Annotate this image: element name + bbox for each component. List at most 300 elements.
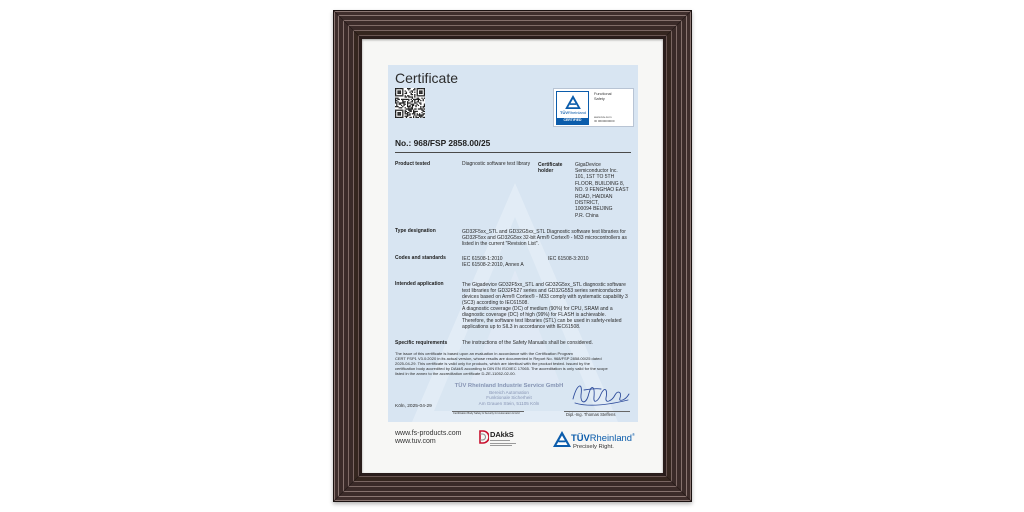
qr-module (413, 89, 414, 90)
issue-note-line: 2025-04-29. This certificate is valid only for products, which are identical with the product tested. Issued by the (395, 360, 590, 366)
qr-module (419, 116, 420, 117)
qr-module (402, 93, 403, 94)
qr-module (406, 93, 407, 94)
application-line: test libraries for GD32F527 series and GD32G553 series semiconductor (462, 287, 622, 294)
qr-module (411, 99, 412, 100)
qr-module (395, 94, 396, 95)
qr-module (424, 89, 425, 90)
qr-module (409, 108, 410, 109)
qr-module (419, 99, 420, 100)
qr-module (418, 98, 419, 99)
qr-module (417, 90, 418, 91)
qr-module (420, 102, 421, 103)
qr-module (395, 112, 396, 113)
qr-module (409, 111, 410, 112)
qr-module (423, 100, 424, 101)
qr-module (411, 101, 412, 102)
qr-module (395, 88, 396, 89)
qr-module (418, 99, 419, 100)
qr-module (412, 113, 413, 114)
qr-module (424, 113, 425, 114)
tuv-triangle-icon (553, 431, 571, 447)
qr-module (405, 104, 406, 105)
qr-module (418, 114, 419, 115)
qr-module (401, 105, 402, 106)
qr-module (406, 116, 407, 117)
qr-module (397, 110, 398, 111)
qr-module (411, 117, 412, 118)
qr-module (423, 114, 424, 115)
qr-module (395, 99, 396, 100)
qr-module (423, 111, 424, 112)
qr-module (405, 99, 406, 100)
qr-module (402, 89, 403, 90)
specific-requirements-value: The instructions of the Safety Manuals shall be considered. (462, 340, 593, 346)
qr-module (418, 95, 419, 96)
qr-module (408, 88, 409, 89)
footer-urls (395, 430, 462, 446)
qr-module (423, 106, 424, 107)
qr-module (420, 92, 421, 93)
qr-module (412, 101, 413, 102)
qr-module (417, 113, 418, 114)
qr-module (421, 98, 422, 99)
qr-module (395, 116, 396, 117)
qr-module (423, 110, 424, 111)
qr-module (399, 88, 400, 89)
qr-module (418, 105, 419, 106)
qr-module (419, 113, 420, 114)
tuv-wordmark (571, 433, 635, 442)
qr-module (403, 105, 404, 106)
intended-application-label: Intended application (395, 281, 444, 287)
mark-scope-line: Functional (594, 92, 612, 96)
qr-module (414, 113, 415, 114)
qr-module (408, 100, 409, 101)
qr-module (415, 108, 416, 109)
qr-module (415, 117, 416, 118)
standard-item: IEC 61508-1:2010 (462, 255, 503, 262)
qr-module (420, 117, 421, 118)
qr-module (424, 104, 425, 105)
qr-module (403, 102, 404, 103)
stamp-line: Am Grauen Stein, 51105 Köln (478, 400, 540, 406)
issue-note-line: certification body accredited by DAkkS according to DIN EN ISO/IEC 17065. The accreditation is only valid for the scope (395, 365, 608, 371)
issue-note (395, 351, 608, 376)
qr-module (420, 107, 421, 108)
qr-module (414, 114, 415, 115)
qr-module (421, 110, 422, 111)
qr-module (399, 104, 400, 105)
qr-module (397, 95, 398, 96)
qr-module (412, 107, 413, 108)
mark-certified-band (557, 118, 588, 124)
qr-module (415, 106, 416, 107)
qr-module (400, 102, 401, 103)
qr-module (423, 95, 424, 96)
qr-module (399, 90, 400, 91)
qr-module (412, 104, 413, 105)
codes-standards-left (462, 256, 524, 268)
qr-module (400, 95, 401, 96)
mark-contact (594, 116, 615, 124)
qr-module (401, 88, 402, 89)
holder-line: DISTRICT, (575, 199, 599, 206)
qr-module (412, 100, 413, 101)
stamp-line: Funktionale Sicherheit (486, 395, 532, 401)
qr-module (402, 106, 403, 107)
certification-mark (553, 88, 634, 127)
qr-module (412, 90, 413, 91)
holder-line: NO. 9 FENGHAO EAST (575, 187, 629, 194)
qr-module (420, 93, 421, 94)
stamp-line: Bereich Automation (489, 389, 529, 395)
application-line: The Gigadevice GD32F5xx_STL and GD32G5xx_STL diagnostic software (462, 281, 626, 288)
qr-module (421, 90, 422, 91)
qr-module (409, 96, 410, 97)
qr-module (411, 104, 412, 105)
qr-module (421, 93, 422, 94)
qr-module (412, 98, 413, 99)
qr-module (403, 99, 404, 100)
qr-module (402, 111, 403, 112)
codes-standards-label: Codes and standards (395, 255, 446, 261)
tuv-triangle-icon (565, 95, 581, 109)
qr-module (417, 99, 418, 100)
qr-module (418, 117, 419, 118)
type-designation-label: Type designation (395, 228, 436, 234)
qr-module (407, 112, 408, 113)
qr-module (409, 102, 410, 103)
qr-module (407, 106, 408, 107)
qr-module (402, 88, 403, 89)
qr-module (397, 101, 398, 102)
holder-line: Semiconductor Inc. (575, 167, 618, 174)
stamp-line: TÜV Rheinland Industrie Service GmbH (454, 383, 564, 389)
standard-item: IEC 61508-2:2010, Annex A (462, 261, 524, 268)
handwritten-signature (568, 378, 632, 412)
qr-module (420, 114, 421, 115)
qr-module (396, 88, 397, 89)
qr-module (417, 111, 418, 112)
qr-module (424, 94, 425, 95)
qr-module (405, 96, 406, 97)
qr-module (414, 101, 415, 102)
qr-module (412, 94, 413, 95)
qr-module (396, 117, 397, 118)
qr-module (400, 117, 401, 118)
qr-module (407, 99, 408, 100)
application-line: A diagnostic coverage (DC) of medium (90%) for CPU, SRAM and a (462, 305, 613, 312)
qr-module (408, 102, 409, 103)
qr-module (397, 93, 398, 94)
dakks-wordmark: DAkkS (490, 430, 514, 439)
qr-module (423, 117, 424, 118)
certificate-number: No.: 968/FSP 2858.00/25 (395, 138, 491, 148)
qr-module (396, 106, 397, 107)
qr-module (407, 114, 408, 115)
qr-module (415, 102, 416, 103)
qr-module (409, 92, 410, 93)
qr-module (407, 88, 408, 89)
qr-module (402, 110, 403, 111)
certificate-holder-address (575, 162, 629, 220)
type-designation-line: GD32F5xx and GD32G5xx 32-bit Arm® Cortex® - M33 microcontrollers as (462, 234, 627, 241)
qr-module (399, 93, 400, 94)
qr-module (407, 101, 408, 102)
issuer-caption: Certification Body Safety & Security for Automation & Grid (453, 411, 520, 415)
qr-module (395, 106, 396, 107)
qr-module (424, 117, 425, 118)
qr-module (405, 107, 406, 108)
tuv-wordmark-rest: Rheinland (589, 432, 632, 443)
qr-module (417, 104, 418, 105)
qr-module (413, 116, 414, 117)
qr-module (418, 100, 419, 101)
qr-module (420, 88, 421, 89)
qr-module (399, 92, 400, 93)
qr-module (407, 95, 408, 96)
qr-module (408, 96, 409, 97)
mark-scope (594, 92, 612, 101)
qr-module (413, 110, 414, 111)
qr-module (397, 106, 398, 107)
qr-module (420, 104, 421, 105)
certificate-heading: Certificate (395, 70, 459, 86)
qr-module (411, 108, 412, 109)
qr-module (399, 113, 400, 114)
qr-module (401, 102, 402, 103)
qr-module (399, 99, 400, 100)
tuv-certified-logo (556, 91, 589, 125)
qr-module (408, 106, 409, 107)
qr-module (412, 96, 413, 97)
qr-module (417, 92, 418, 93)
type-designation-line: listed in the current "Revision List". (462, 240, 539, 247)
qr-module (402, 102, 403, 103)
issuer-stamp (452, 383, 566, 406)
qr-module (412, 108, 413, 109)
qr-module (411, 110, 412, 111)
qr-module (408, 108, 409, 109)
mark-certified-label: CERTIFIED (563, 118, 582, 123)
type-designation-line: GD32F5xx_STL and GD32G5xx_STL Diagnostic software test libraries for (462, 228, 626, 235)
qr-module (414, 111, 415, 112)
qr-module (399, 112, 400, 113)
qr-module (402, 90, 403, 91)
qr-module (397, 117, 398, 118)
qr-module (419, 90, 420, 91)
holder-line: P.R. China (575, 212, 599, 219)
mark-url: www.tuv.com (594, 115, 612, 119)
qr-module (424, 98, 425, 99)
qr-module (419, 92, 420, 93)
qr-module (407, 102, 408, 103)
issue-note-line: The issue of this certificate is based upon an evaluation in accordance with the Certification Program (395, 350, 573, 356)
qr-module (397, 98, 398, 99)
qr-module (417, 88, 418, 89)
qr-module (400, 112, 401, 113)
qr-module (406, 99, 407, 100)
qr-module (396, 105, 397, 106)
qr-module (395, 98, 396, 99)
qr-module (419, 102, 420, 103)
holder-line: FLOOR, BUILDING 8, (575, 180, 625, 187)
qr-module (402, 100, 403, 101)
qr-module (421, 112, 422, 113)
qr-module (406, 92, 407, 93)
qr-module (419, 114, 420, 115)
qr-module (407, 105, 408, 106)
qr-module (397, 113, 398, 114)
holder-line: 100094 BEIJING (575, 206, 613, 213)
qr-module (421, 108, 422, 109)
qr-module (395, 100, 396, 101)
qr-module (414, 94, 415, 95)
qr-module (397, 114, 398, 115)
qr-module (413, 105, 414, 106)
qr-module (417, 94, 418, 95)
qr-module (421, 116, 422, 117)
qr-module (403, 101, 404, 102)
qr-module (424, 93, 425, 94)
qr-module (423, 88, 424, 89)
qr-module (395, 95, 396, 96)
qr-module (402, 101, 403, 102)
place-date: Köln, 2025-04-29 (395, 404, 432, 409)
qr-module (411, 94, 412, 95)
certificate-document (388, 65, 638, 460)
qr-module (396, 104, 397, 105)
qr-module (420, 100, 421, 101)
qr-module (400, 88, 401, 89)
qr-module (401, 117, 402, 118)
holder-label-line: holder (538, 167, 554, 174)
qr-module (419, 108, 420, 109)
qr-module (399, 102, 400, 103)
qr-module (397, 99, 398, 100)
mark-brand-bold: TÜV (560, 109, 568, 115)
qr-module (414, 92, 415, 93)
qr-module (424, 90, 425, 91)
qr-module (396, 110, 397, 111)
certificate-holder-label (538, 162, 562, 174)
product-tested-value: Diagnostic software test library (462, 161, 531, 167)
qr-module (421, 88, 422, 89)
qr-module (423, 113, 424, 114)
qr-module (424, 108, 425, 109)
tuv-wordmark-bold: TÜV (571, 432, 590, 443)
dakks-fine-print (490, 445, 512, 446)
dakks-fine-print (490, 443, 516, 444)
qr-module (396, 95, 397, 96)
qr-module (409, 110, 410, 111)
qr-module (421, 114, 422, 115)
header-divider (395, 152, 631, 153)
qr-module (413, 112, 414, 113)
qr-module (408, 99, 409, 100)
dakks-logo (478, 429, 522, 453)
qr-module (399, 114, 400, 115)
qr-module (411, 90, 412, 91)
qr-module (409, 88, 410, 89)
holder-line: 101, 1ST TO 5TH (575, 174, 615, 181)
qr-module (395, 89, 396, 90)
specific-requirements-label: Specific requirements (395, 340, 448, 346)
product-tested-label: Product tested (395, 161, 431, 167)
qr-module (420, 108, 421, 109)
footer-url: www.fs-products.com (395, 430, 462, 437)
qr-module (400, 90, 401, 91)
qr-module (406, 111, 407, 112)
qr-module (411, 96, 412, 97)
qr-module (402, 95, 403, 96)
qr-module (424, 95, 425, 96)
qr-module (395, 102, 396, 103)
qr-module (411, 111, 412, 112)
qr-module (395, 101, 396, 102)
qr-module (413, 117, 414, 118)
qr-module (400, 113, 401, 114)
qr-module (415, 111, 416, 112)
qr-module (407, 108, 408, 109)
qr-module (421, 95, 422, 96)
qr-module (409, 117, 410, 118)
qr-module (401, 110, 402, 111)
dakks-fine-print (490, 440, 510, 441)
holder-line: GigaDevice (575, 161, 601, 168)
qr-module (406, 113, 407, 114)
qr-module (420, 90, 421, 91)
qr-module (400, 93, 401, 94)
qr-module (415, 99, 416, 100)
qr-module (402, 116, 403, 117)
qr-module (417, 95, 418, 96)
qr-module (420, 95, 421, 96)
qr-module (423, 99, 424, 100)
qr-module (405, 111, 406, 112)
qr-module (407, 104, 408, 105)
qr-module (400, 110, 401, 111)
qr-module (405, 90, 406, 91)
qr-module (402, 117, 403, 118)
qr-module (409, 106, 410, 107)
qr-module (405, 113, 406, 114)
qr-module (405, 93, 406, 94)
qr-module (414, 95, 415, 96)
qr-module (397, 90, 398, 91)
qr-module (423, 107, 424, 108)
qr-module (395, 111, 396, 112)
qr-module (400, 92, 401, 93)
qr-module (409, 114, 410, 115)
qr-module (419, 88, 420, 89)
application-line: Therefore, the software test libraries (STL) can be used in safety-related (462, 318, 622, 325)
qr-module (409, 105, 410, 106)
qr-module (395, 90, 396, 91)
qr-module (414, 112, 415, 113)
qr-module (403, 104, 404, 105)
qr-module (395, 92, 396, 93)
qr-module (407, 116, 408, 117)
codes-standards-right (548, 256, 589, 262)
qr-module (413, 113, 414, 114)
qr-module (413, 111, 414, 112)
qr-module (395, 93, 396, 94)
tuv-slogan: Precisely Right. (573, 443, 614, 450)
qr-module (397, 88, 398, 89)
qr-module (418, 108, 419, 109)
